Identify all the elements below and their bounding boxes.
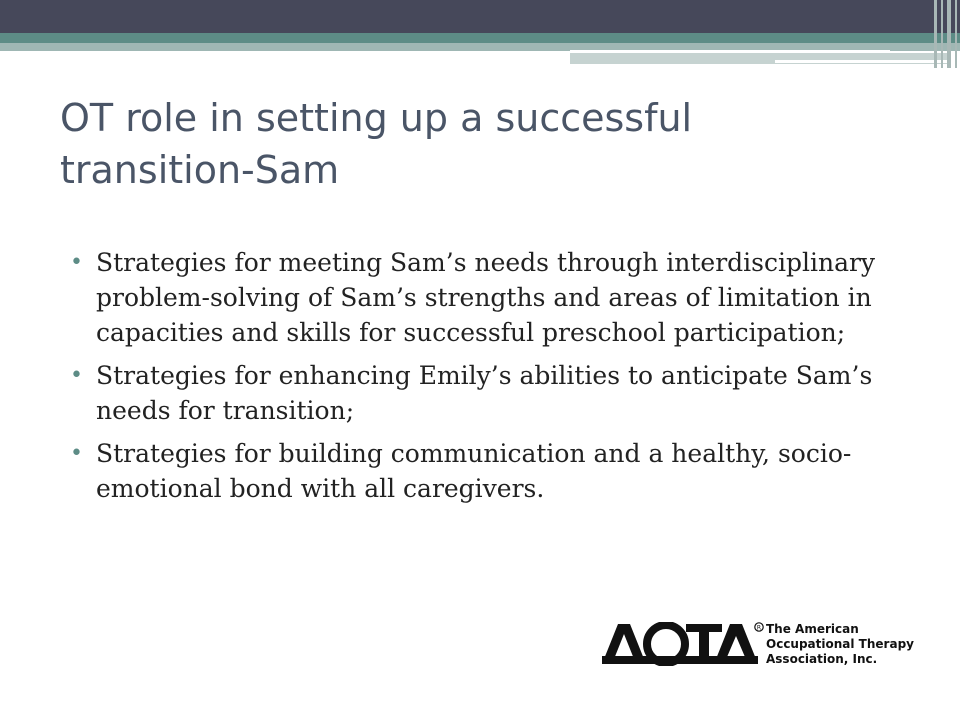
bullet-text: Strategies for enhancing Emily’s abilities to anticipate Sam’s needs for transition;	[96, 361, 873, 425]
bullet-item	[70, 358, 910, 428]
bullet-text: Strategies for building communication and a healthy, socio-emotional bond with all caregivers.	[96, 439, 852, 503]
header-vertical-bars	[932, 0, 960, 68]
registered-mark-icon	[754, 622, 764, 632]
svg-text:R: R	[756, 624, 762, 632]
bullet-icon: •	[70, 363, 83, 388]
header-band-teal	[0, 33, 960, 43]
bullet-icon: •	[70, 250, 83, 275]
slide-title: OT role in setting up a successful transition-Sam	[60, 96, 693, 192]
organization-name	[766, 622, 914, 667]
organization-line-2: Occupational Therapy	[766, 637, 914, 651]
bullet-item	[70, 436, 910, 506]
bullet-list	[70, 245, 910, 514]
aota-wordmark-logo	[602, 622, 758, 666]
organization-line-3: Association, Inc.	[766, 652, 878, 666]
bullet-icon: •	[70, 441, 83, 466]
aota-logo	[602, 622, 912, 670]
bullet-text: Strategies for meeting Sam’s needs through interdisciplinary problem-solving of Sam’s strengths and areas of limitation in capacities and skills for successful preschool participation;	[96, 248, 876, 347]
organization-line-1: The American	[766, 622, 859, 636]
bullet-item	[70, 245, 910, 350]
header-band-dark	[0, 0, 960, 33]
header-accent-line-2	[775, 60, 950, 63]
